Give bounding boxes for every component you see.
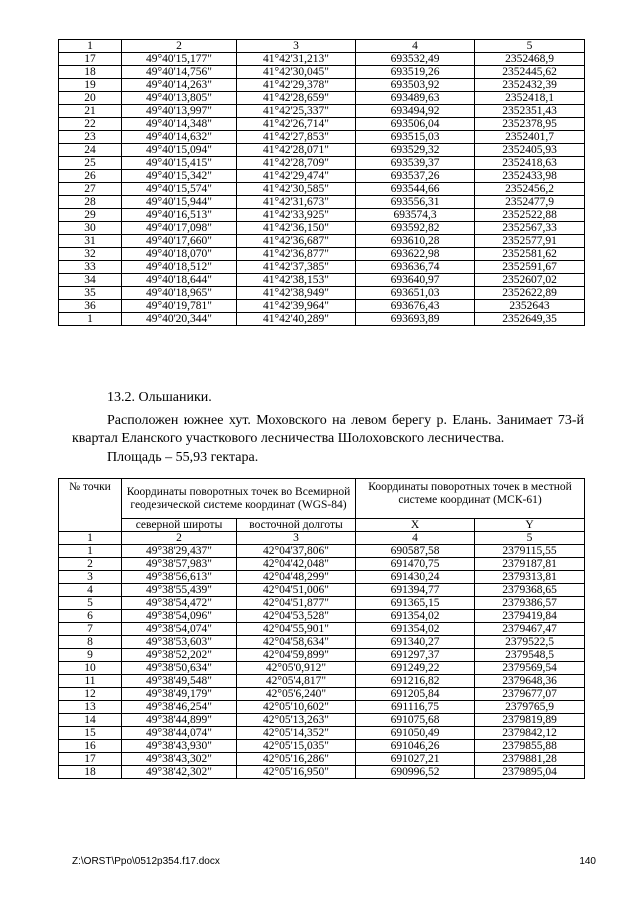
table-cell: 41°42'28,071" bbox=[237, 144, 356, 157]
table-cell: 691050,49 bbox=[356, 727, 475, 740]
table-cell: 42°05'4,817" bbox=[237, 675, 356, 688]
table-cell: 49°38'49,548" bbox=[122, 675, 237, 688]
table-cell: 23 bbox=[59, 131, 122, 144]
table-cell: 49°38'43,930" bbox=[122, 740, 237, 753]
table-cell: 693574,3 bbox=[356, 209, 475, 222]
table-cell: 2379648,36 bbox=[475, 675, 585, 688]
table-cell: 49°38'29,437" bbox=[122, 545, 237, 558]
table-cell: 7 bbox=[59, 623, 122, 636]
table-cell: 49°40'15,415" bbox=[122, 157, 237, 170]
table-cell: 691430,24 bbox=[356, 571, 475, 584]
table-cell: 2379313,81 bbox=[475, 571, 585, 584]
table-cell: 49°38'57,983" bbox=[122, 558, 237, 571]
table-cell: 42°04'55,901" bbox=[237, 623, 356, 636]
table-cell: 49°38'44,074" bbox=[122, 727, 237, 740]
table-row bbox=[59, 701, 585, 714]
table-cell: 1 bbox=[59, 532, 122, 545]
table-cell: 29 bbox=[59, 209, 122, 222]
table-cell: 49°40'17,098" bbox=[122, 222, 237, 235]
table-cell: 693529,32 bbox=[356, 144, 475, 157]
table-cell: 28 bbox=[59, 196, 122, 209]
table-cell: 691205,84 bbox=[356, 688, 475, 701]
table-row bbox=[59, 662, 585, 675]
table-cell: 2379115,55 bbox=[475, 545, 585, 558]
table-row bbox=[59, 571, 585, 584]
table-cell: 691297,37 bbox=[356, 649, 475, 662]
table-cell: 14 bbox=[59, 714, 122, 727]
table-cell: 49°38'52,202" bbox=[122, 649, 237, 662]
table-row bbox=[59, 545, 585, 558]
table-cell: 693489,63 bbox=[356, 92, 475, 105]
table-cell: 32 bbox=[59, 248, 122, 261]
table-cell: 9 bbox=[59, 649, 122, 662]
table-cell: 2352468,9 bbox=[475, 53, 585, 66]
table-row bbox=[59, 248, 585, 261]
table-row bbox=[59, 740, 585, 753]
table-cell: 49°40'15,342" bbox=[122, 170, 237, 183]
table-cell: 49°38'54,472" bbox=[122, 597, 237, 610]
table-row bbox=[59, 79, 585, 92]
table-row bbox=[59, 183, 585, 196]
table-cell: 12 bbox=[59, 688, 122, 701]
table-cell: 17 bbox=[59, 753, 122, 766]
table-cell: 2 bbox=[122, 40, 237, 53]
table-row bbox=[59, 53, 585, 66]
table-cell: 41°42'30,045" bbox=[237, 66, 356, 79]
table-row bbox=[59, 300, 585, 313]
table-row bbox=[59, 597, 585, 610]
table-cell: 17 bbox=[59, 53, 122, 66]
table-cell: 49°40'15,177" bbox=[122, 53, 237, 66]
table-row bbox=[59, 649, 585, 662]
table-cell: 42°04'51,877" bbox=[237, 597, 356, 610]
table-cell: 2379368,65 bbox=[475, 584, 585, 597]
table-cell: 42°05'16,950" bbox=[237, 766, 356, 779]
table-cell: 49°40'18,965" bbox=[122, 287, 237, 300]
table-row bbox=[59, 727, 585, 740]
table-cell: 2352649,35 bbox=[475, 313, 585, 326]
table-cell: 41°42'28,709" bbox=[237, 157, 356, 170]
table-cell: 2352591,67 bbox=[475, 261, 585, 274]
table-cell: 693519,26 bbox=[356, 66, 475, 79]
table-cell: 24 bbox=[59, 144, 122, 157]
table-cell: 3 bbox=[237, 40, 356, 53]
table-row bbox=[59, 92, 585, 105]
table-cell: 690587,58 bbox=[356, 545, 475, 558]
table-cell: 49°40'18,644" bbox=[122, 274, 237, 287]
table-cell: 49°40'16,513" bbox=[122, 209, 237, 222]
table-cell: 693592,82 bbox=[356, 222, 475, 235]
table-cell: 49°38'54,096" bbox=[122, 610, 237, 623]
table-cell: 49°38'42,302" bbox=[122, 766, 237, 779]
table-cell: 41°42'37,385" bbox=[237, 261, 356, 274]
table-cell: 41°42'40,289" bbox=[237, 313, 356, 326]
table-cell: 42°04'48,299" bbox=[237, 571, 356, 584]
table-row bbox=[59, 196, 585, 209]
table-row bbox=[59, 766, 585, 779]
table-row bbox=[59, 131, 585, 144]
table-cell: 2379467,47 bbox=[475, 623, 585, 636]
table-cell: 41°42'31,673" bbox=[237, 196, 356, 209]
table-cell: 41°42'28,659" bbox=[237, 92, 356, 105]
table-row bbox=[59, 753, 585, 766]
table-cell: 41°42'29,378" bbox=[237, 79, 356, 92]
table-cell: 26 bbox=[59, 170, 122, 183]
table-cell: 49°38'55,439" bbox=[122, 584, 237, 597]
table-cell: 41°42'26,714" bbox=[237, 118, 356, 131]
table-cell: 2352643 bbox=[475, 300, 585, 313]
header-msk61: Координаты поворотных точек в местной системе координат (МСК-61) bbox=[356, 479, 585, 519]
table-cell: 41°42'25,337" bbox=[237, 105, 356, 118]
column-index-row bbox=[59, 40, 585, 53]
table-cell: 691354,02 bbox=[356, 610, 475, 623]
table-row bbox=[59, 144, 585, 157]
table-cell: 31 bbox=[59, 235, 122, 248]
table-cell: 42°05'16,286" bbox=[237, 753, 356, 766]
table-cell: 693676,43 bbox=[356, 300, 475, 313]
table-cell: 42°04'37,806" bbox=[237, 545, 356, 558]
table-cell: 693515,03 bbox=[356, 131, 475, 144]
table-cell: 49°38'54,074" bbox=[122, 623, 237, 636]
header-point-number: № точки bbox=[59, 479, 122, 532]
table-cell: 49°40'13,997" bbox=[122, 105, 237, 118]
table-cell: 2352405,93 bbox=[475, 144, 585, 157]
table-cell: 691354,02 bbox=[356, 623, 475, 636]
table-cell: 49°40'20,344" bbox=[122, 313, 237, 326]
table-cell: 41°42'36,877" bbox=[237, 248, 356, 261]
table-cell: 41°42'38,153" bbox=[237, 274, 356, 287]
table-cell: 49°40'15,094" bbox=[122, 144, 237, 157]
table-cell: 2352401,7 bbox=[475, 131, 585, 144]
header-y: Y bbox=[475, 519, 585, 532]
table-cell: 3 bbox=[237, 532, 356, 545]
table-cell: 2 bbox=[59, 558, 122, 571]
table-cell: 49°40'15,944" bbox=[122, 196, 237, 209]
table-cell: 42°05'14,352" bbox=[237, 727, 356, 740]
table-cell: 49°38'44,899" bbox=[122, 714, 237, 727]
table-cell: 693544,66 bbox=[356, 183, 475, 196]
table-cell: 690996,52 bbox=[356, 766, 475, 779]
table-cell: 2352577,91 bbox=[475, 235, 585, 248]
table-cell: 2379819,89 bbox=[475, 714, 585, 727]
table-cell: 49°38'43,302" bbox=[122, 753, 237, 766]
table-cell: 4 bbox=[356, 532, 475, 545]
table-cell: 2379419,84 bbox=[475, 610, 585, 623]
table-cell: 2379569,54 bbox=[475, 662, 585, 675]
table-cell: 2379855,88 bbox=[475, 740, 585, 753]
table-cell: 693693,89 bbox=[356, 313, 475, 326]
section-title: 13.2. Ольшаники. bbox=[107, 390, 212, 405]
table-cell: 49°40'14,348" bbox=[122, 118, 237, 131]
table-cell: 42°04'59,899" bbox=[237, 649, 356, 662]
table-cell: 691027,21 bbox=[356, 753, 475, 766]
table-cell: 691249,22 bbox=[356, 662, 475, 675]
table-cell: 3 bbox=[59, 571, 122, 584]
table-cell: 2352418,1 bbox=[475, 92, 585, 105]
page-number: 140 bbox=[579, 856, 596, 867]
table-cell: 41°42'36,150" bbox=[237, 222, 356, 235]
table-cell: 2379842,12 bbox=[475, 727, 585, 740]
table-cell: 2352351,43 bbox=[475, 105, 585, 118]
table-row bbox=[59, 636, 585, 649]
table-cell: 34 bbox=[59, 274, 122, 287]
table-cell: 41°42'39,964" bbox=[237, 300, 356, 313]
table-cell: 49°40'13,805" bbox=[122, 92, 237, 105]
table-cell: 2352445,62 bbox=[475, 66, 585, 79]
table-cell: 42°05'10,602" bbox=[237, 701, 356, 714]
table-cell: 41°42'30,585" bbox=[237, 183, 356, 196]
header-x: X bbox=[356, 519, 475, 532]
table-cell: 41°42'38,949" bbox=[237, 287, 356, 300]
table-cell: 42°04'42,048" bbox=[237, 558, 356, 571]
table-cell: 691046,26 bbox=[356, 740, 475, 753]
table-cell: 42°04'58,634" bbox=[237, 636, 356, 649]
section-area: Площадь – 55,93 гектара. bbox=[107, 450, 259, 465]
table-cell: 35 bbox=[59, 287, 122, 300]
table-cell: 2352378,95 bbox=[475, 118, 585, 131]
table-cell: 693539,37 bbox=[356, 157, 475, 170]
table-cell: 2379765,9 bbox=[475, 701, 585, 714]
table-cell: 691216,82 bbox=[356, 675, 475, 688]
table-cell: 1 bbox=[59, 313, 122, 326]
table-cell: 2352522,88 bbox=[475, 209, 585, 222]
table-row bbox=[59, 157, 585, 170]
table-cell: 693506,04 bbox=[356, 118, 475, 131]
table-cell: 41°42'27,853" bbox=[237, 131, 356, 144]
table-cell: 693532,49 bbox=[356, 53, 475, 66]
table-cell: 19 bbox=[59, 79, 122, 92]
table-cell: 22 bbox=[59, 118, 122, 131]
table-cell: 4 bbox=[59, 584, 122, 597]
table-cell: 18 bbox=[59, 66, 122, 79]
header-latitude: северной широты bbox=[122, 519, 237, 532]
table-cell: 5 bbox=[475, 40, 585, 53]
table-cell: 6 bbox=[59, 610, 122, 623]
table-cell: 15 bbox=[59, 727, 122, 740]
table-cell: 2352567,33 bbox=[475, 222, 585, 235]
table-cell: 42°05'6,240" bbox=[237, 688, 356, 701]
table-cell: 691340,27 bbox=[356, 636, 475, 649]
table-cell: 693503,92 bbox=[356, 79, 475, 92]
table-cell: 49°40'18,070" bbox=[122, 248, 237, 261]
table-row bbox=[59, 623, 585, 636]
table-cell: 49°40'14,756" bbox=[122, 66, 237, 79]
table-cell: 691116,75 bbox=[356, 701, 475, 714]
table-row bbox=[59, 261, 585, 274]
table-cell: 42°04'53,528" bbox=[237, 610, 356, 623]
table-cell: 4 bbox=[356, 40, 475, 53]
table-cell: 33 bbox=[59, 261, 122, 274]
table-cell: 41°42'31,213" bbox=[237, 53, 356, 66]
table-cell: 2352433,98 bbox=[475, 170, 585, 183]
table-cell: 36 bbox=[59, 300, 122, 313]
table-cell: 41°42'29,474" bbox=[237, 170, 356, 183]
table-cell: 2352418,63 bbox=[475, 157, 585, 170]
table-cell: 2379548,5 bbox=[475, 649, 585, 662]
table-cell: 691394,77 bbox=[356, 584, 475, 597]
table-cell: 2352477,9 bbox=[475, 196, 585, 209]
table-cell: 2379881,28 bbox=[475, 753, 585, 766]
table-cell: 693636,74 bbox=[356, 261, 475, 274]
table-cell: 693610,28 bbox=[356, 235, 475, 248]
table-cell: 693622,98 bbox=[356, 248, 475, 261]
table-cell: 1 bbox=[59, 40, 122, 53]
table-cell: 49°38'56,613" bbox=[122, 571, 237, 584]
table-row bbox=[59, 66, 585, 79]
table-cell: 8 bbox=[59, 636, 122, 649]
section-description: Расположен южнее хут. Моховского на левом берегу р. Елань. Занимает 73-й квартал Еланского участкового лесничества Шолоховского лесничества. bbox=[72, 413, 584, 446]
table-cell: 2379187,81 bbox=[475, 558, 585, 571]
table-cell: 30 bbox=[59, 222, 122, 235]
table-cell: 2352432,39 bbox=[475, 79, 585, 92]
coordinates-table-continued bbox=[58, 39, 585, 326]
column-index-row bbox=[59, 532, 585, 545]
table-row bbox=[59, 584, 585, 597]
table-cell: 41°42'36,687" bbox=[237, 235, 356, 248]
table-cell: 49°38'46,254" bbox=[122, 701, 237, 714]
header-wgs84: Координаты поворотных точек во Всемирной геодезической системе координат (WGS-84) bbox=[122, 479, 356, 519]
table-cell: 49°40'17,660" bbox=[122, 235, 237, 248]
table-row bbox=[59, 688, 585, 701]
table-cell: 2352622,89 bbox=[475, 287, 585, 300]
table-cell: 49°40'19,781" bbox=[122, 300, 237, 313]
table-cell: 1 bbox=[59, 545, 122, 558]
table-cell: 693556,31 bbox=[356, 196, 475, 209]
table-row bbox=[59, 610, 585, 623]
table-cell: 2352607,02 bbox=[475, 274, 585, 287]
table-cell: 49°38'49,179" bbox=[122, 688, 237, 701]
olshaniki-coordinates-table bbox=[58, 478, 585, 779]
table-row bbox=[59, 675, 585, 688]
table-cell: 49°40'14,632" bbox=[122, 131, 237, 144]
table-cell: 5 bbox=[59, 597, 122, 610]
table-row bbox=[59, 105, 585, 118]
table-cell: 49°38'53,603" bbox=[122, 636, 237, 649]
table-row bbox=[59, 313, 585, 326]
table-cell: 693640,97 bbox=[356, 274, 475, 287]
table-cell: 49°38'50,634" bbox=[122, 662, 237, 675]
table-cell: 2352581,62 bbox=[475, 248, 585, 261]
table-cell: 49°40'15,574" bbox=[122, 183, 237, 196]
table-cell: 691365,15 bbox=[356, 597, 475, 610]
table-cell: 691075,68 bbox=[356, 714, 475, 727]
table-cell: 42°04'51,006" bbox=[237, 584, 356, 597]
table-cell: 49°40'14,263" bbox=[122, 79, 237, 92]
table-cell: 2 bbox=[122, 532, 237, 545]
table-row bbox=[59, 287, 585, 300]
table-cell: 2379386,57 bbox=[475, 597, 585, 610]
table-row bbox=[59, 274, 585, 287]
table-cell: 42°05'0,912" bbox=[237, 662, 356, 675]
table-cell: 21 bbox=[59, 105, 122, 118]
table-cell: 691470,75 bbox=[356, 558, 475, 571]
table-row bbox=[59, 714, 585, 727]
table-cell: 2379677,07 bbox=[475, 688, 585, 701]
table-row bbox=[59, 222, 585, 235]
table-cell: 20 bbox=[59, 92, 122, 105]
table-cell: 11 bbox=[59, 675, 122, 688]
table-cell: 16 bbox=[59, 740, 122, 753]
table-cell: 42°05'15,035" bbox=[237, 740, 356, 753]
table-cell: 25 bbox=[59, 157, 122, 170]
table-cell: 27 bbox=[59, 183, 122, 196]
footer-file-path: Z:\ORST\Ppo\0512p354.f17.docx bbox=[72, 856, 220, 867]
header-longitude: восточной долготы bbox=[237, 519, 356, 532]
table-cell: 13 bbox=[59, 701, 122, 714]
table-row bbox=[59, 558, 585, 571]
table-cell: 41°42'33,925" bbox=[237, 209, 356, 222]
table-cell: 49°40'18,512" bbox=[122, 261, 237, 274]
table-cell: 693537,26 bbox=[356, 170, 475, 183]
table-row bbox=[59, 170, 585, 183]
table-row bbox=[59, 209, 585, 222]
table-cell: 2352456,2 bbox=[475, 183, 585, 196]
table-row bbox=[59, 235, 585, 248]
table-cell: 42°05'13,263" bbox=[237, 714, 356, 727]
table-cell: 693651,03 bbox=[356, 287, 475, 300]
table-cell: 2379895,04 bbox=[475, 766, 585, 779]
table-row bbox=[59, 118, 585, 131]
table-cell: 18 bbox=[59, 766, 122, 779]
table-cell: 5 bbox=[475, 532, 585, 545]
table-cell: 693494,92 bbox=[356, 105, 475, 118]
table-cell: 2379522,5 bbox=[475, 636, 585, 649]
table-cell: 10 bbox=[59, 662, 122, 675]
